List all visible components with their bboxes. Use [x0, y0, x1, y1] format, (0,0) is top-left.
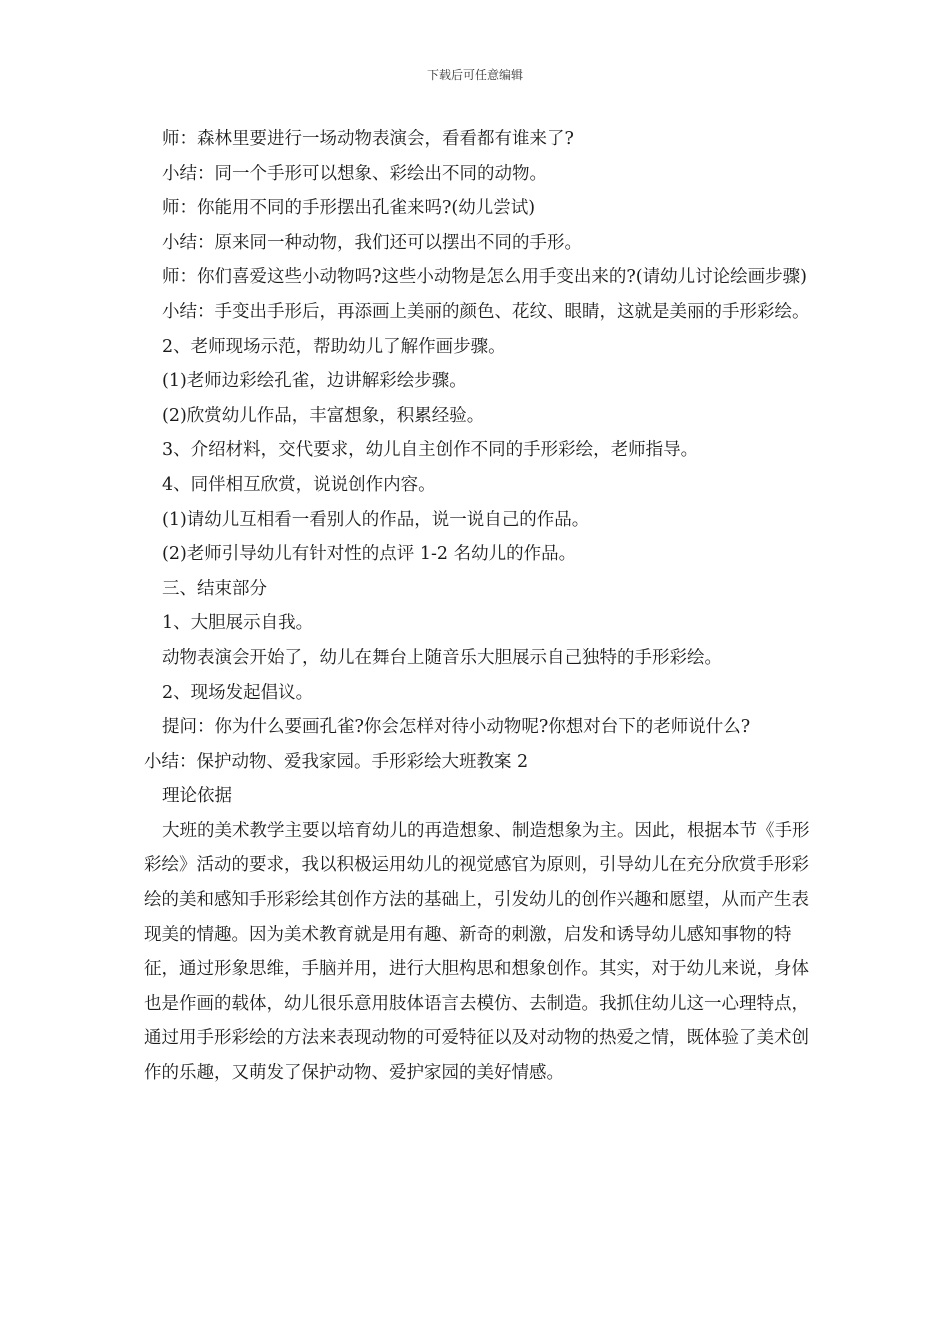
paragraph: 1、大胆展示自我。 — [162, 613, 314, 634]
paragraph: 提问：你为什么要画孔雀?你会怎样对待小动物呢?你想对台下的老师说什么? — [162, 717, 751, 738]
paragraph: 小结：同一个手形可以想象、彩绘出不同的动物。 — [162, 163, 547, 184]
paragraph: 4、同伴相互欣赏，说说创作内容。 — [162, 474, 436, 495]
paragraph: 师：你们喜爱这些小动物吗?这些小动物是怎么用手变出来的?(请幼儿讨论绘画步骤) — [162, 267, 807, 288]
section-heading: 理论依据 — [162, 786, 232, 807]
paragraph: 师：你能用不同的手形摆出孔雀来吗?(幼儿尝试) — [162, 198, 536, 219]
paragraph: (2)老师引导幼儿有针对性的点评 1-2 名幼儿的作品。 — [162, 544, 577, 565]
paragraph: 小结：原来同一种动物，我们还可以摆出不同的手形。 — [162, 232, 582, 253]
page-header: 下载后可任意编辑 — [426, 68, 523, 82]
paragraph: 2、现场发起倡议。 — [162, 682, 314, 703]
paragraph: (2)欣赏幼儿作品，丰富想象，积累经验。 — [162, 405, 485, 426]
paragraph: 小结：保护动物、爱我家园。手形彩绘大班教案 2 — [144, 751, 529, 772]
paragraph: (1)请幼儿互相看一看别人的作品，说一说自己的作品。 — [162, 509, 590, 530]
paragraph: 大班的美术教学主要以培育幼儿的再造想象、制造想象为主。因此，根据本节《手形彩绘》活动的要求，我以积极运用幼儿的视觉感官为原则，引导幼儿在充分欣赏手形彩绘的美和感知手形彩绘其创作方法的基础上，引发幼儿的创作兴趣和愿望，从而产生表现美的情趣。因为美术教育就是用有趣、新奇的刺激，启发和诱导幼儿感知事物的特征，通过形象思维，手脑并用，进行大胆构思和想象创作。其实，对于幼儿来说，身体也是作画的载体，幼儿很乐意用肢体语言去模仿、去制造。我抓住幼儿这一心理特点，通过用手形彩绘的方法来表现动物的可爱特征以及对动物的热爱之情，既体验了美术创作的乐趣，又萌发了保护动物、爱护家园的美好情感。 — [144, 820, 810, 1084]
paragraph: 小结：手变出手形后，再添画上美丽的颜色、花纹、眼睛，这就是美丽的手形彩绘。 — [162, 301, 810, 322]
document-body — [144, 122, 816, 1091]
section-heading: 三、结束部分 — [162, 578, 267, 599]
paragraph: 2、老师现场示范，帮助幼儿了解作画步骤。 — [162, 336, 506, 357]
paragraph: 3、介绍材料，交代要求，幼儿自主创作不同的手形彩绘，老师指导。 — [162, 440, 699, 461]
paragraph: 师：森林里要进行一场动物表演会，看看都有谁来了? — [162, 129, 574, 149]
paragraph: 动物表演会开始了，幼儿在舞台上随音乐大胆展示自己独特的手形彩绘。 — [162, 647, 722, 668]
paragraph: (1)老师边彩绘孔雀，边讲解彩绘步骤。 — [162, 371, 467, 392]
